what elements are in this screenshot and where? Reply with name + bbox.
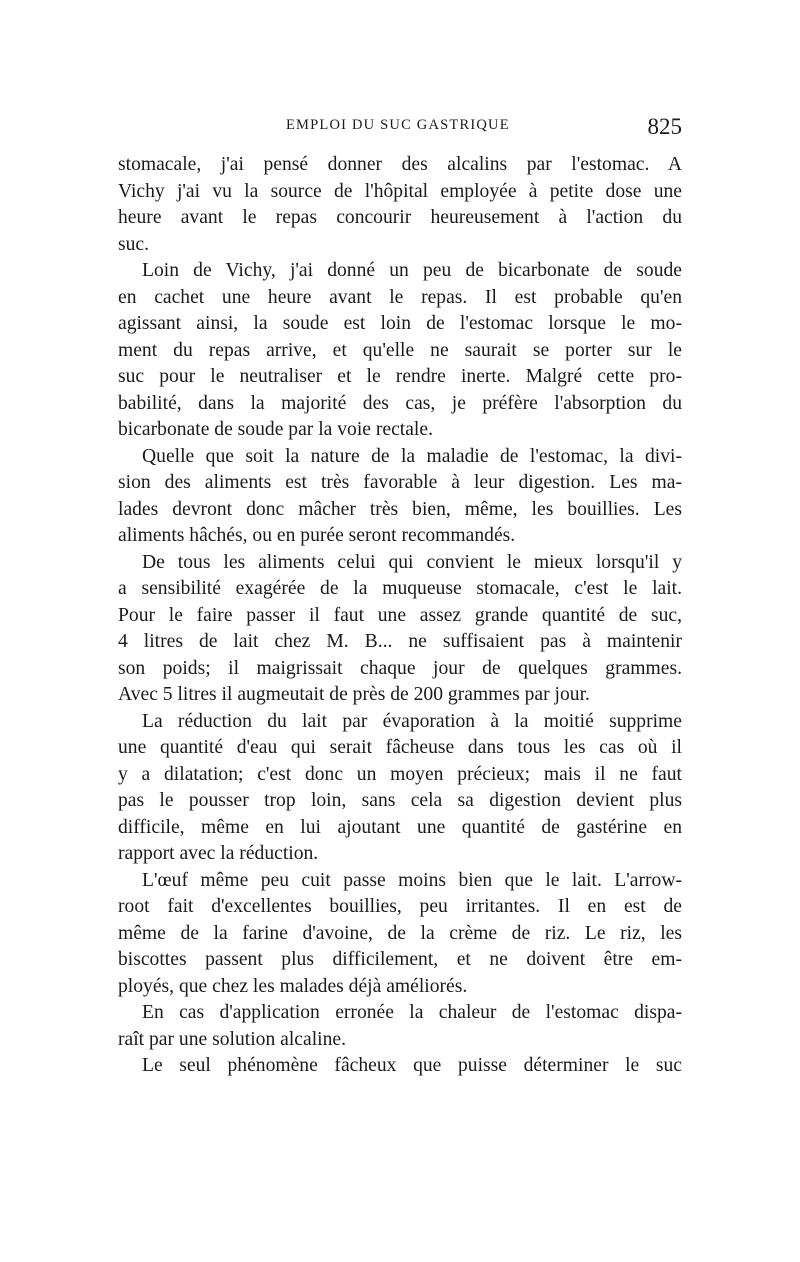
text-line: une quantité d'eau qui serait fâcheuse dans tous les cas où il — [118, 737, 682, 758]
text-line: heure avant le repas concourir heureusement à l'action du — [118, 207, 682, 228]
text-line: babilité, dans la majorité des cas, je préfère l'absorption du — [118, 392, 682, 414]
text-line: en cachet une heure avant le repas. Il est probable qu'en — [118, 286, 682, 308]
text-line: aliments hâchés, ou en purée seront recommandés. — [118, 525, 516, 546]
text-line: a sensibilité exagérée de la muqueuse stomacale, c'est le lait. — [118, 578, 682, 599]
text-line: La réduction du lait par évaporation à la moitié supprime — [142, 710, 682, 732]
text-line: pas le pousser trop loin, sans cela sa digestion devient plus — [118, 790, 682, 811]
text-line: root fait d'excellentes bouillies, peu irritantes. Il en est de — [118, 896, 682, 917]
text-line: son poids; il maigrissait chaque jour de quelques grammes. — [118, 657, 682, 679]
body-text — [118, 152, 682, 1080]
text-line: 4 litres de lait chez M. B... ne suffisaient pas à maintenir — [118, 631, 682, 652]
text-line: Quelle que soit la nature de la maladie de l'estomac, la divi- — [142, 445, 682, 467]
text-line: même de la farine d'avoine, de la crème de riz. Le riz, les — [118, 922, 682, 944]
text-line: En cas d'application erronée la chaleur de l'estomac dispa- — [142, 1002, 682, 1023]
text-line: lades devront donc mâcher très bien, même, les bouillies. Les — [118, 498, 682, 520]
text-line: agissant ainsi, la soude est loin de l'estomac lorsque le mo- — [118, 313, 682, 334]
text-line: Vichy j'ai vu la source de l'hôpital employée à petite dose une — [118, 180, 682, 202]
text-line: ment du repas arrive, et qu'elle ne saurait se porter sur le — [118, 339, 682, 361]
text-line: difficile, même en lui ajoutant une quantité de gastérine en — [118, 816, 682, 838]
text-line: sion des aliments est très favorable à leur digestion. Les ma- — [118, 472, 682, 493]
text-line: rapport avec la réduction. — [118, 843, 319, 864]
text-line: Pour le faire passer il faut une assez grande quantité de suc, — [118, 604, 682, 626]
text-line: y a dilatation; c'est donc un moyen précieux; mais il ne faut — [118, 763, 682, 785]
running-title: EMPLOI DU SUC GASTRIQUE — [286, 117, 510, 133]
running-head — [118, 114, 686, 144]
text-line: bicarbonate de soude par la voie rectale. — [118, 419, 433, 440]
text-line: suc pour le neutraliser et le rendre inerte. Malgré cette pro- — [118, 366, 682, 387]
text-line: biscottes passent plus difficilement, et ne doivent être em- — [118, 949, 682, 970]
text-line: suc. — [118, 233, 150, 255]
text-line: Loin de Vichy, j'ai donné un peu de bicarbonate de soude — [142, 260, 682, 281]
text-line: De tous les aliments celui qui convient le mieux lorsqu'il y — [142, 551, 682, 573]
text-line: raît par une solution alcaline. — [118, 1028, 346, 1050]
text-line: Avec 5 litres il augmeutait de près de 200 grammes par jour. — [118, 684, 590, 705]
text-line: stomacale, j'ai pensé donner des alcalins par l'estomac. A — [118, 154, 682, 175]
text-line: Le seul phénomène fâcheux que puisse déterminer le suc — [142, 1055, 682, 1076]
text-line: ployés, que chez les malades déjà améliorés. — [118, 975, 468, 997]
page-number: 825 — [647, 114, 682, 139]
text-line: L'œuf même peu cuit passe moins bien que le lait. L'arrow- — [142, 869, 682, 891]
